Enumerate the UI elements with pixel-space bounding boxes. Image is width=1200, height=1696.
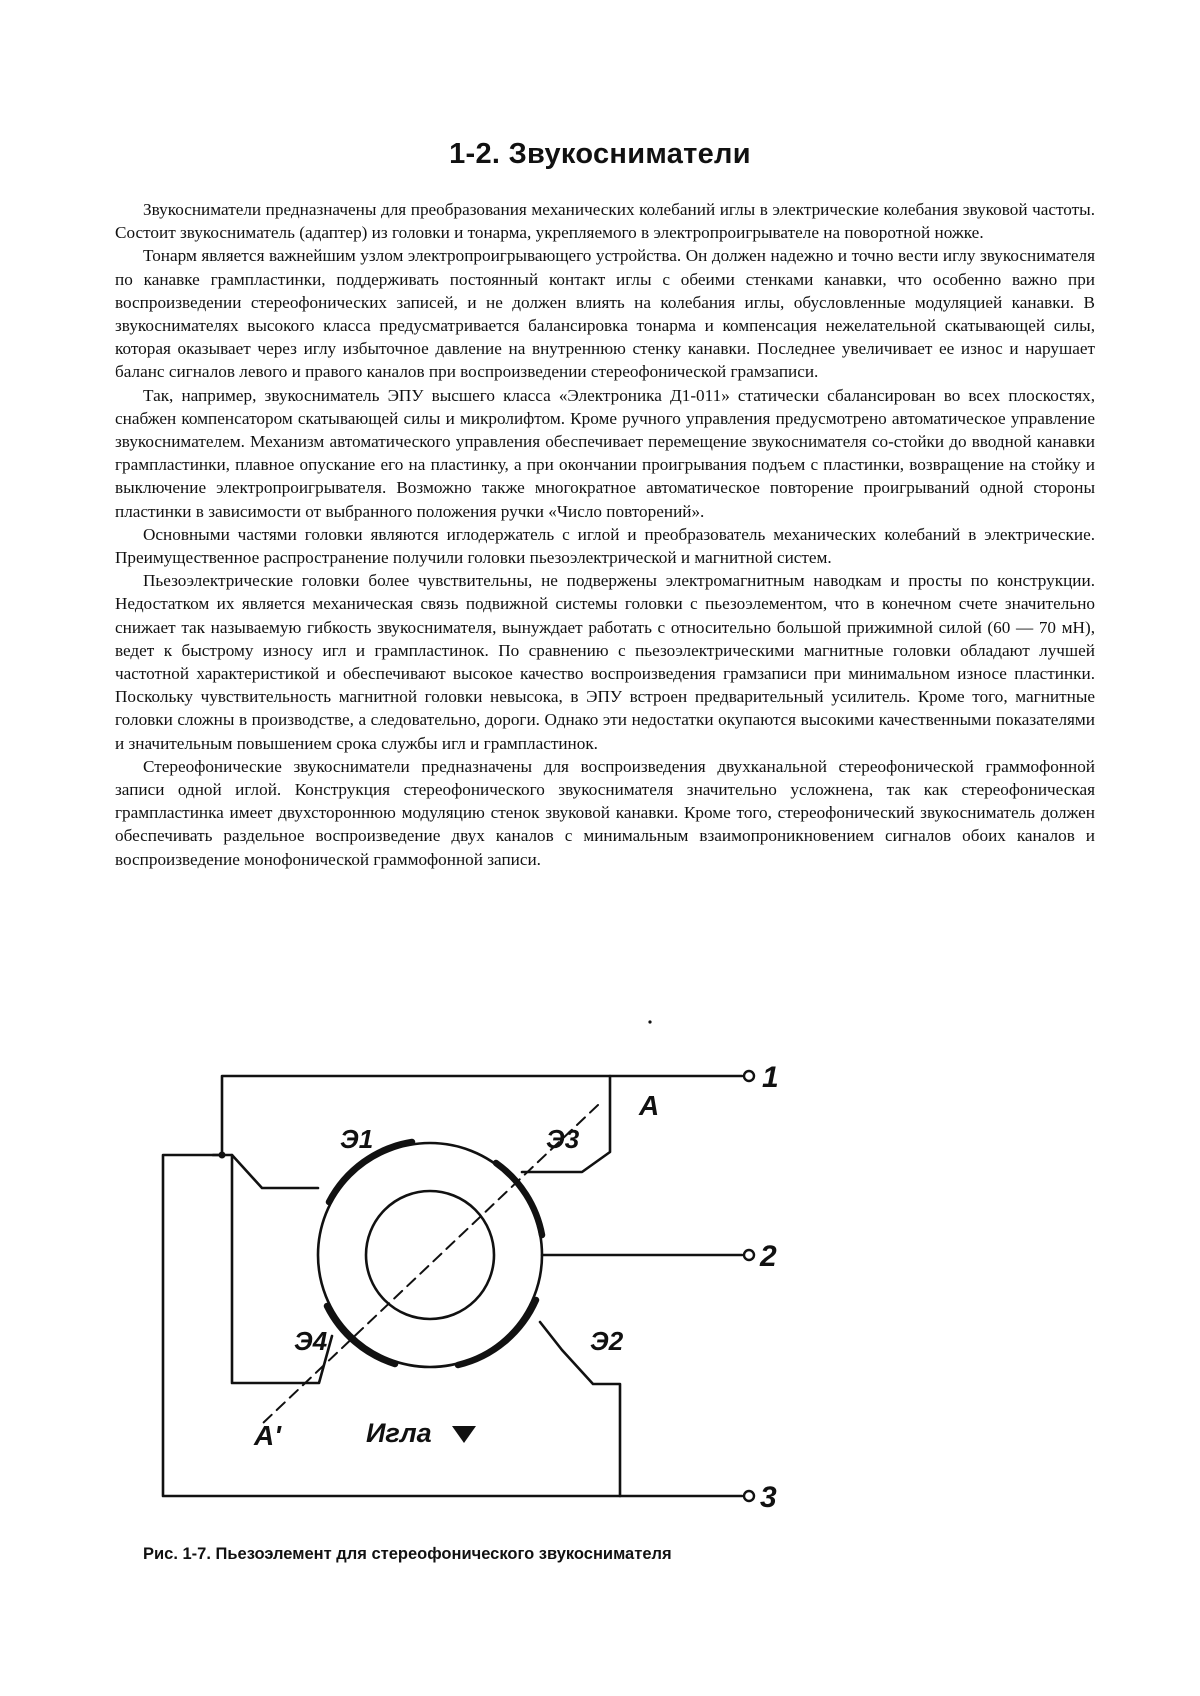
label-a-bottom: A' (254, 1420, 281, 1451)
label-e4: Э4 (294, 1326, 328, 1356)
speck-dot (648, 1020, 651, 1023)
paragraph: Основными частями головки являются иглодержатель с иглой и преобразователь механических колебаний в электрические. Преимущественное распространение получили головки пьезоэлектрической и магнитной систем. (115, 524, 1095, 568)
electrode-e3-arc (496, 1163, 542, 1235)
label-needle: Игла (366, 1418, 432, 1448)
paragraph: Тонарм является важнейшим узлом электропроигрывающего устройства. Он должен надежно и точно вести иглу звукоснимателя по канавке грампластинки, поддерживать постоянный контакт иглы с обеими стенками канавки, что особенно важно при воспроизведении стереофонических записей, и не должен влиять на колебания иглы, обусловленные модуляцией канавки. В звукоснимателях высокого класса предусматривается балансировка тонарма и компенсация нежелательной скатывающей силы, которая оказывает через иглу избыточное давление на внутреннюю стенку канавки. Последнее увеличивает ее износ и нарушает баланс сигналов левого и правого каналов при воспроизведении стереофонической грамзаписи. (115, 246, 1095, 382)
junction-dot (219, 1152, 226, 1159)
label-terminal-1: 1 (762, 1061, 779, 1094)
terminal-3-node (744, 1491, 754, 1501)
label-e1: Э1 (340, 1124, 374, 1154)
terminal-1-node (744, 1071, 754, 1081)
electrode-e2-arc (458, 1300, 536, 1365)
piezo-element-diagram (150, 1012, 790, 1552)
body-text (115, 198, 1095, 871)
figure-caption: Рис. 1-7. Пьезоэлемент для стереофонического звукоснимателя (143, 1545, 672, 1563)
paragraph: Звукосниматели предназначены для преобразования механических колебаний иглы в электрические колебания звуковой частоты. Состоит звукосниматель (адаптер) из головки и тонарма, укрепляемого в электропроигрывателе на поворотной ножке. (115, 200, 1095, 243)
label-a-top: A (639, 1090, 660, 1121)
needle-arrow-icon (452, 1426, 476, 1443)
wire-terminal-1 (222, 1076, 742, 1155)
label-e3: Э3 (546, 1124, 580, 1154)
label-terminal-3: 3 (760, 1481, 777, 1514)
electrode-e4-arc (327, 1306, 395, 1364)
paragraph: Пьезоэлектрические головки более чувствительны, не подвержены электромагнитным наводкам и просты по конструкции. Недостатком их является механическая связь подвижной системы головки с пьезоэлементом, что в конечном счете значительно снижает так называемую гибкость звукоснимателя, вынуждает работать с относительно большой прижимной силой (60 — 70 мН), ведет к быстрому износу игл и грампластинок. По сравнению с пьезоэлектрическими магнитные головки обладают лучшей частотной характеристикой и обеспечивают высокое качество воспроизведения грамзаписи при минимальном износе пластинки. Поскольку чувствительность магнитной головки невысока, в ЭПУ встроен предварительный усилитель. Кроме того, магнитные головки сложны в производстве, а следовательно, дороги. Однако эти недостатки окупаются высокими качественными показателями и значительным повышением срока службы игл и грампластинок. (115, 571, 1095, 753)
label-terminal-2: 2 (760, 1240, 777, 1273)
paragraph: Так, например, звукосниматель ЭПУ высшего класса «Электроника Д1-011» статически сбалансирован во всех плоскостях, снабжен компенсатором скатывающей силы и микролифтом. Кроме ручного управления предусмотрено автоматическое управление звукоснимателем. Механизм автоматического управления обеспечивает перемещение звукоснимателя со-стойки до вводной канавки грампластинки, плавное опускание его на пластинку, а при окончании проигрывания подъем с пластинки, возвращение на стойку и выключение электропроигрывателя. Возможно также многократное автоматическое повторение проигрываний одной стороны пластинки в зависимости от выбранного положения ручки «Число повторений». (115, 385, 1095, 521)
wire-e1 (213, 1155, 318, 1188)
inner-circle (366, 1191, 494, 1319)
paragraph: Стереофонические звукосниматели предназначены для воспроизведения двухканальной стереофонической граммофонной записи одной иглой. Конструкция стереофонического звукоснимателя значительно усложнена, так как стереофоническая грампластинка имеет двухстороннюю модуляцию стенок звуковой канавки. Кроме того, стереофонический звукосниматель должен обеспечивать раздельное воспроизведение двух каналов с минимальным взаимопроникновением сигналов обоих каналов и воспроизведение монофонической граммофонной записи. (115, 756, 1095, 869)
wire-terminal-3 (163, 1155, 742, 1496)
section-title: 1-2. Звукосниматели (449, 138, 751, 170)
label-e2: Э2 (590, 1326, 624, 1356)
terminal-2-node (744, 1250, 754, 1260)
